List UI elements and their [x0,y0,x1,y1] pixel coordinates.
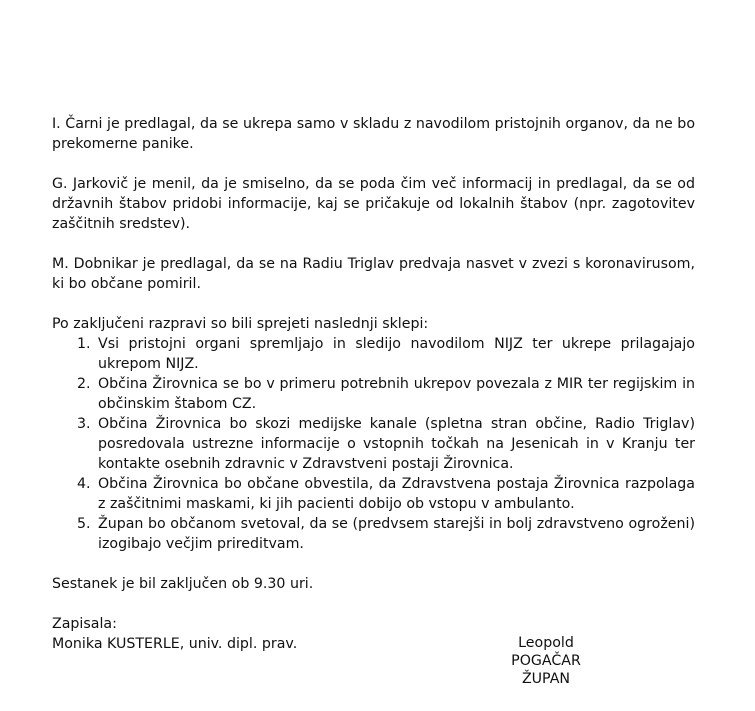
list-item-number: 4. [77,476,91,492]
mayor-signature [486,634,606,688]
list-item [52,514,695,554]
list-item-number: 3. [77,416,91,432]
list-item [52,474,695,514]
list-item [52,414,695,474]
list-item-text: Občina Žirovnica se bo v primeru potrebnih ukrepov povezala z MIR ter regijskim in občinskim štabom CZ. [98,376,695,412]
list-item [52,334,695,374]
list-item-number: 1. [77,336,91,352]
paragraph-carni: I. Čarni je predlagal, da se ukrepa samo v skladu z navodilom pristojnih organov, da ne bo prekomerne panike. [52,116,695,152]
recorder-label: Zapisala: [52,616,117,632]
decisions-list [52,334,695,554]
list-item [52,374,695,414]
decisions-intro: Po zaključeni razpravi so bili sprejeti naslednji sklepi: [52,316,429,332]
list-item-number: 2. [77,376,91,392]
list-item-text: Župan bo občanom svetoval, da se (predvsem starejši in bolj zdravstveno ogroženi) izogibajo večjim prireditvam. [98,516,695,552]
list-item-text: Občina Žirovnica bo skozi medijske kanale (spletna stran občine, Radio Triglav) posredovala ustrezne informacije o vstopnih točkah na Jesenicah in v Kranju ter kontakte osebnih zdravnic v Zdravstveni postaji Žirovnica. [98,416,695,472]
paragraph-dobnikar: M. Dobnikar je predlagal, da se na Radiu Triglav predvaja nasvet v zvezi s koronavirusom, ki bo občane pomiril. [52,256,695,292]
recorder-signature [52,614,297,654]
list-item-text: Občina Žirovnica bo občane obvestila, da Zdravstvena postaja Žirovnica razpolaga z zaščitnimi maskami, ki jih pacienti dobijo ob vstopu v ambulanto. [98,476,695,512]
signature-block [52,614,695,687]
decisions-section [52,314,695,554]
list-item-text: Vsi pristojni organi spremljajo in sledijo navodilom NIJZ ter ukrepe prilagajajo ukrepom NIJZ. [98,336,695,372]
mayor-title: ŽUPAN [521,671,571,687]
minutes-document [52,114,695,687]
paragraph-jarkovic: G. Jarkovič je menil, da je smiselno, da se poda čim več informacij in predlagal, da se od državnih štabov pridobi informacije, kaj se pričakuje od lokalnih štabov (npr. zagotovitev zaščitnih sredstev). [52,176,695,232]
closing-statement: Sestanek je bil zaključen ob 9.30 uri. [52,576,314,592]
recorder-name: Monika KUSTERLE, univ. dipl. prav. [52,636,298,652]
mayor-name: Leopold POGAČAR [511,635,581,669]
list-item-number: 5. [77,516,91,532]
